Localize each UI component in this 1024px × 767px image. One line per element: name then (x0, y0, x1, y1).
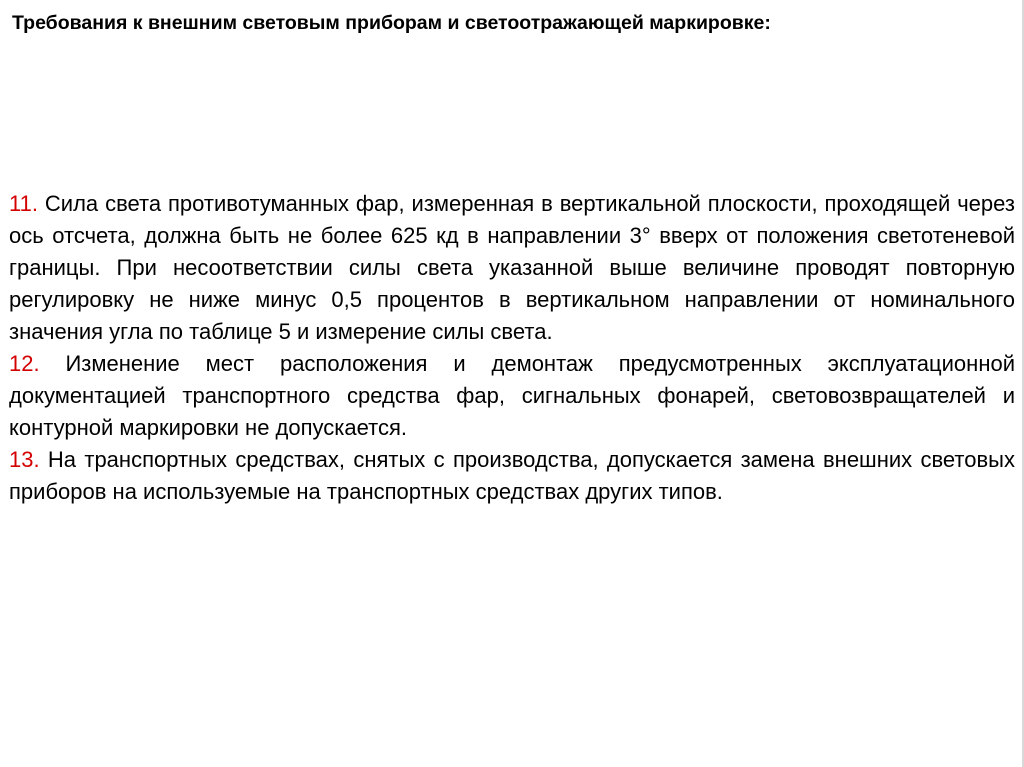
slide-title: Требования к внешним световым приборам и светоотражающей маркировке: (12, 12, 771, 34)
item-number: 11. (9, 191, 38, 216)
requirements-list (9, 188, 1015, 508)
item-number: 12. (9, 351, 40, 376)
requirement-item-13 (9, 444, 1015, 508)
requirement-item-12 (9, 348, 1015, 444)
item-text: Сила света противотуманных фар, измеренная в вертикальной плоскости, проходящей через ось отсчета, должна быть не более 625 кд в направлении 3° вверх от положения светотеневой границы. При несоответствии силы света указанной выше величине проводят повторную регулировку не ниже минус 0,5 процентов в вертикальном направлении от номинального значения угла по таблице 5 и измерение силы света. (9, 191, 1015, 344)
item-text: На транспортных средствах, снятых с производства, допускается замена внешних световых приборов на используемые на транспортных средствах других типов. (9, 447, 1015, 504)
item-text: Изменение мест расположения и демонтаж предусмотренных эксплуатационной документацией транспортного средства фар, сигнальных фонарей, световозвращателей и контурной маркировки не допускается. (9, 351, 1015, 440)
item-number: 13. (9, 447, 40, 472)
requirement-item-11 (9, 188, 1015, 348)
